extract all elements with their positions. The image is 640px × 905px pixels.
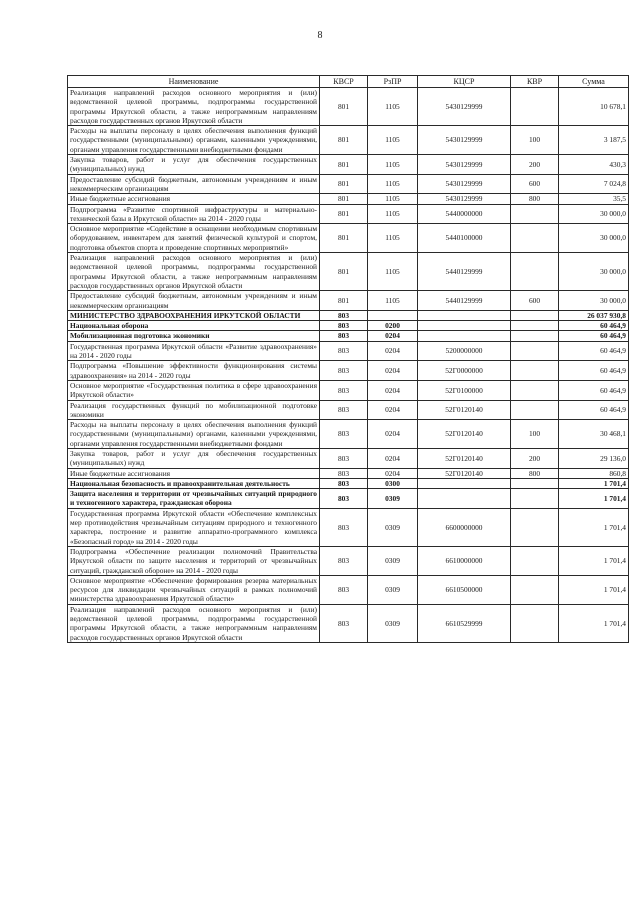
- cell-rzpr: 0309: [368, 489, 418, 509]
- cell-rzpr: 1105: [368, 174, 418, 194]
- table-row: [68, 546, 629, 575]
- cell-kvsr: 801: [320, 194, 368, 204]
- table-row: [68, 448, 629, 468]
- cell-kcsr: 5430129999: [418, 174, 511, 194]
- cell-sum: 60 464,9: [559, 341, 629, 361]
- cell-kcsr: 5200000000: [418, 341, 511, 361]
- cell-kvr: 600: [511, 174, 559, 194]
- cell-rzpr: 0204: [368, 361, 418, 381]
- cell-rzpr: 1105: [368, 88, 418, 126]
- table-row: [68, 508, 629, 546]
- cell-name: Подпрограмма «Обеспечение реализации полномочий Правительства Иркутской области по защите населения и территорий от чрезвычайных ситуаций, гражданской обороне» на 2014 - 2020 годы: [68, 546, 320, 575]
- cell-name: Защита населения и территории от чрезвычайных ситуаций природного и техногенного характера, гражданская оборона: [68, 489, 320, 509]
- cell-kcsr: 52Г0120140: [418, 448, 511, 468]
- cell-sum: 29 136,0: [559, 448, 629, 468]
- cell-kcsr: [418, 331, 511, 341]
- header-kvsr: КВСР: [320, 76, 368, 88]
- table-row: [68, 331, 629, 341]
- cell-rzpr: 1105: [368, 253, 418, 291]
- table-row: [68, 468, 629, 478]
- cell-rzpr: 0204: [368, 331, 418, 341]
- cell-kvsr: 801: [320, 291, 368, 311]
- cell-kvr: [511, 546, 559, 575]
- cell-kvsr: 803: [320, 310, 368, 320]
- cell-kcsr: 52Г0120140: [418, 468, 511, 478]
- cell-kvr: [511, 224, 559, 253]
- cell-kcsr: 5430129999: [418, 155, 511, 175]
- cell-kvsr: 801: [320, 126, 368, 155]
- cell-kcsr: 5440129999: [418, 253, 511, 291]
- cell-sum: 7 024,8: [559, 174, 629, 194]
- cell-name: Предоставление субсидий бюджетным, автономным учреждениям и иным некоммерческим организациям: [68, 174, 320, 194]
- cell-name: Реализация направлений расходов основного мероприятия и (или) ведомственной целевой программы, подпрограммы государственной программы Иркутской области, а также непрограммным направлениям расходов государственных органов Иркутской области: [68, 604, 320, 642]
- table-row: [68, 478, 629, 488]
- table-row: [68, 380, 629, 400]
- cell-kvr: [511, 380, 559, 400]
- table-row: [68, 291, 629, 311]
- cell-sum: 30 000,0: [559, 224, 629, 253]
- cell-name: Национальная оборона: [68, 321, 320, 331]
- table-row: [68, 361, 629, 381]
- cell-kvr: [511, 508, 559, 546]
- cell-rzpr: 0309: [368, 604, 418, 642]
- cell-kvr: [511, 575, 559, 604]
- table-row: [68, 575, 629, 604]
- cell-rzpr: 1105: [368, 155, 418, 175]
- cell-kvr: [511, 88, 559, 126]
- cell-name: Основное мероприятие «Содействие в оснащении необходимым спортивным оборудованием, инвентарем для занятий физической культурой и спортом, подготовка объектов спорта и проведение спортивных мероприятий»: [68, 224, 320, 253]
- cell-sum: 30 000,0: [559, 253, 629, 291]
- cell-name: Иные бюджетные ассигнования: [68, 194, 320, 204]
- cell-rzpr: 0309: [368, 575, 418, 604]
- cell-kcsr: [418, 321, 511, 331]
- cell-sum: 1 701,4: [559, 508, 629, 546]
- cell-kvsr: 803: [320, 468, 368, 478]
- cell-kvr: [511, 321, 559, 331]
- cell-kvsr: 801: [320, 204, 368, 224]
- cell-kvr: [511, 361, 559, 381]
- cell-kcsr: 5430129999: [418, 88, 511, 126]
- cell-rzpr: 0204: [368, 400, 418, 420]
- cell-sum: 860,8: [559, 468, 629, 478]
- cell-name: МИНИСТЕРСТВО ЗДРАВООХРАНЕНИЯ ИРКУТСКОЙ ОБЛАСТИ: [68, 310, 320, 320]
- cell-kvsr: 803: [320, 478, 368, 488]
- cell-rzpr: 1105: [368, 291, 418, 311]
- cell-kvr: 800: [511, 194, 559, 204]
- cell-kvsr: 803: [320, 321, 368, 331]
- table-row: [68, 400, 629, 420]
- cell-kvsr: 803: [320, 331, 368, 341]
- cell-rzpr: 0204: [368, 448, 418, 468]
- cell-name: Государственная программа Иркутской области «Обеспечение комплексных мер противодействия чрезвычайным ситуациям природного и техногенного характера, построение и развитие аппаратно-программного комплекса «Безопасный город» на 2014 - 2020 годы: [68, 508, 320, 546]
- table-row: [68, 224, 629, 253]
- cell-kvsr: 803: [320, 546, 368, 575]
- cell-rzpr: 1105: [368, 126, 418, 155]
- cell-sum: 1 701,4: [559, 604, 629, 642]
- cell-kvr: [511, 489, 559, 509]
- table-row: [68, 155, 629, 175]
- cell-kcsr: 5440000000: [418, 204, 511, 224]
- cell-rzpr: 0204: [368, 468, 418, 478]
- cell-kcsr: 5430129999: [418, 194, 511, 204]
- cell-kvsr: 803: [320, 341, 368, 361]
- cell-kvr: [511, 604, 559, 642]
- cell-kcsr: 6610000000: [418, 546, 511, 575]
- cell-rzpr: 0300: [368, 478, 418, 488]
- cell-rzpr: 0204: [368, 420, 418, 449]
- cell-kvsr: 803: [320, 448, 368, 468]
- cell-name: Реализация направлений расходов основного мероприятия и (или) ведомственной целевой программы, подпрограммы государственной программы Иркутской области, а также непрограммным направлениям расходов государственных органов Иркутской области: [68, 88, 320, 126]
- cell-kvsr: 803: [320, 361, 368, 381]
- cell-kvr: [511, 253, 559, 291]
- cell-kvr: 100: [511, 420, 559, 449]
- cell-kvsr: 803: [320, 380, 368, 400]
- table-row: [68, 341, 629, 361]
- cell-rzpr: [368, 310, 418, 320]
- cell-kcsr: [418, 478, 511, 488]
- cell-sum: 60 464,9: [559, 321, 629, 331]
- header-kvr: КВР: [511, 76, 559, 88]
- cell-sum: 10 678,1: [559, 88, 629, 126]
- cell-kcsr: 6610529999: [418, 604, 511, 642]
- cell-sum: 60 464,9: [559, 400, 629, 420]
- cell-name: Основное мероприятие «Государственная политика в сфере здравоохранения Иркутской области»: [68, 380, 320, 400]
- page-number: 8: [317, 30, 323, 41]
- cell-kcsr: [418, 489, 511, 509]
- cell-rzpr: 0309: [368, 546, 418, 575]
- cell-sum: 26 037 930,8: [559, 310, 629, 320]
- table-row: [68, 204, 629, 224]
- cell-kvsr: 803: [320, 420, 368, 449]
- cell-kcsr: [418, 310, 511, 320]
- header-sum: Сумма: [559, 76, 629, 88]
- cell-rzpr: 0204: [368, 341, 418, 361]
- cell-kvr: [511, 310, 559, 320]
- cell-sum: 60 464,9: [559, 361, 629, 381]
- table-row: [68, 253, 629, 291]
- cell-sum: 30 000,0: [559, 204, 629, 224]
- cell-kcsr: 5430129999: [418, 126, 511, 155]
- cell-name: Подпрограмма «Развитие спортивной инфраструктуры и материально- технической базы в Иркутской области» на 2014 - 2020 годы: [68, 204, 320, 224]
- cell-name: Иные бюджетные ассигнования: [68, 468, 320, 478]
- cell-name: Основное мероприятие «Обеспечение формирования резерва материальных ресурсов для ликвидации чрезвычайных ситуаций в рамках полномочий министерства здравоохранения Иркутской области»: [68, 575, 320, 604]
- cell-sum: 60 464,9: [559, 331, 629, 341]
- cell-rzpr: 1105: [368, 204, 418, 224]
- cell-kvsr: 803: [320, 575, 368, 604]
- table-row: [68, 321, 629, 331]
- cell-kvsr: 803: [320, 400, 368, 420]
- table-row: [68, 310, 629, 320]
- cell-sum: 35,5: [559, 194, 629, 204]
- cell-kvr: [511, 400, 559, 420]
- cell-rzpr: 0309: [368, 508, 418, 546]
- cell-kvr: [511, 478, 559, 488]
- cell-name: Мобилизационная подготовка экономики: [68, 331, 320, 341]
- cell-rzpr: 0200: [368, 321, 418, 331]
- cell-sum: 1 701,4: [559, 489, 629, 509]
- cell-kcsr: 6610500000: [418, 575, 511, 604]
- cell-kvr: 800: [511, 468, 559, 478]
- cell-kvsr: 801: [320, 253, 368, 291]
- header-kcsr: КЦСР: [418, 76, 511, 88]
- budget-table: [67, 75, 629, 643]
- cell-name: Расходы на выплаты персоналу в целях обеспечения выполнения функций государственными (муниципальными) органами, казенными учреждениями, органами управления государственными внебюджетными фондами: [68, 126, 320, 155]
- cell-rzpr: 0204: [368, 380, 418, 400]
- header-rzpr: РзПР: [368, 76, 418, 88]
- cell-kvsr: 801: [320, 224, 368, 253]
- header-name: Наименование: [68, 76, 320, 88]
- cell-sum: 1 701,4: [559, 575, 629, 604]
- cell-name: Реализация направлений расходов основного мероприятия и (или) ведомственной целевой программы, подпрограммы государственной программы Иркутской области, а также непрограммным направлениям расходов государственных органов Иркутской области: [68, 253, 320, 291]
- table-row: [68, 126, 629, 155]
- table-row: [68, 174, 629, 194]
- cell-sum: 1 701,4: [559, 546, 629, 575]
- cell-name: Расходы на выплаты персоналу в целях обеспечения выполнения функций государственными (муниципальными) органами, казенными учреждениями, органами управления государственными внебюджетными фондами: [68, 420, 320, 449]
- table-row: [68, 489, 629, 509]
- cell-sum: 60 464,9: [559, 380, 629, 400]
- cell-name: Предоставление субсидий бюджетным, автономным учреждениям и иным некоммерческим организациям: [68, 291, 320, 311]
- cell-kvr: 200: [511, 155, 559, 175]
- cell-rzpr: 1105: [368, 224, 418, 253]
- table-row: [68, 194, 629, 204]
- cell-rzpr: 1105: [368, 194, 418, 204]
- cell-name: Закупка товаров, работ и услуг для обеспечения государственных (муниципальных) нужд: [68, 448, 320, 468]
- cell-sum: 3 187,5: [559, 126, 629, 155]
- cell-kvr: [511, 341, 559, 361]
- cell-kvsr: 801: [320, 88, 368, 126]
- cell-name: Реализация государственных функций по мобилизационной подготовке экономики: [68, 400, 320, 420]
- cell-kvr: 200: [511, 448, 559, 468]
- cell-kvsr: 801: [320, 155, 368, 175]
- cell-kcsr: 52Г0120140: [418, 420, 511, 449]
- cell-kcsr: 5440100000: [418, 224, 511, 253]
- table-header-row: [68, 76, 629, 88]
- cell-kcsr: 6600000000: [418, 508, 511, 546]
- cell-name: Подпрограмма «Повышение эффективности функционирования системы здравоохранения» на 2014 - 2020 годы: [68, 361, 320, 381]
- cell-kvsr: 803: [320, 489, 368, 509]
- cell-name: Государственная программа Иркутской области «Развитие здравоохранения» на 2014 - 2020 годы: [68, 341, 320, 361]
- cell-kvr: [511, 204, 559, 224]
- cell-kcsr: 5440129999: [418, 291, 511, 311]
- cell-kvsr: 801: [320, 174, 368, 194]
- cell-sum: 30 000,0: [559, 291, 629, 311]
- cell-sum: 30 468,1: [559, 420, 629, 449]
- cell-kvr: 100: [511, 126, 559, 155]
- cell-name: Национальная безопасность и правоохранительная деятельность: [68, 478, 320, 488]
- cell-kvr: 600: [511, 291, 559, 311]
- cell-kcsr: 52Г0000000: [418, 361, 511, 381]
- table-row: [68, 420, 629, 449]
- cell-sum: 1 701,4: [559, 478, 629, 488]
- cell-kvsr: 803: [320, 604, 368, 642]
- cell-kcsr: 52Г0100000: [418, 380, 511, 400]
- cell-name: Закупка товаров, работ и услуг для обеспечения государственных (муниципальных) нужд: [68, 155, 320, 175]
- cell-sum: 430,3: [559, 155, 629, 175]
- table-row: [68, 88, 629, 126]
- table-row: [68, 604, 629, 642]
- cell-kvr: [511, 331, 559, 341]
- cell-kcsr: 52Г0120140: [418, 400, 511, 420]
- cell-kvsr: 803: [320, 508, 368, 546]
